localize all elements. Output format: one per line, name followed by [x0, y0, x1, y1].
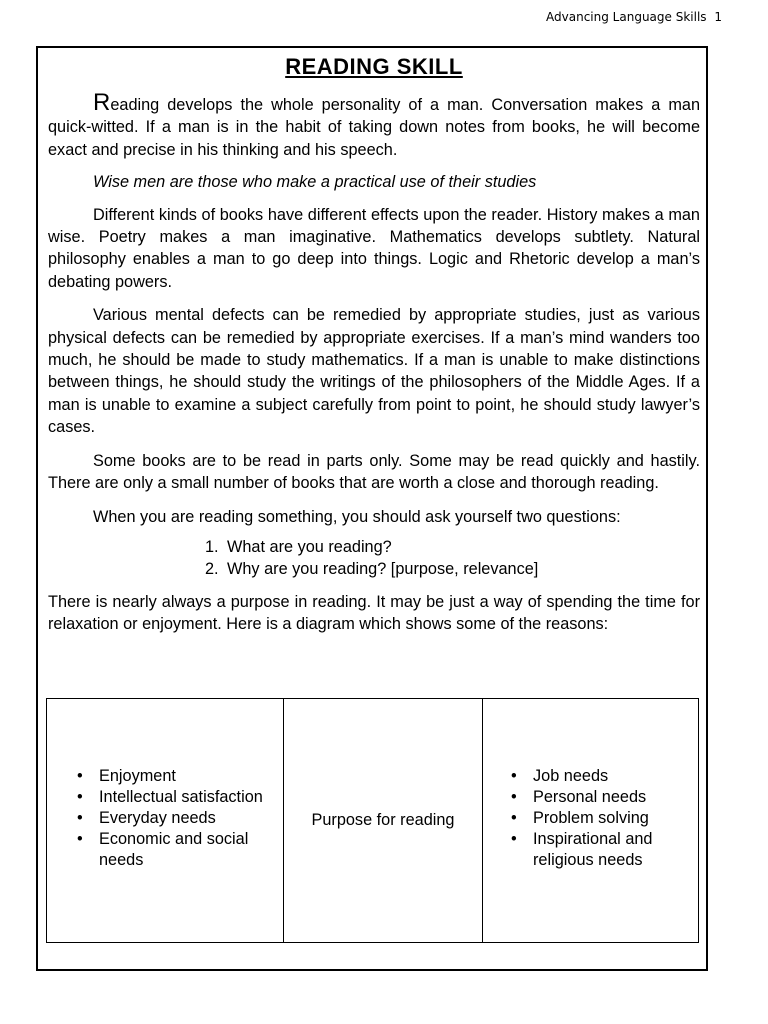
bullet-icon: •: [511, 809, 517, 827]
question-number: 2.: [205, 560, 219, 579]
right-reasons-list: [511, 766, 698, 871]
reason-text: Personal needs: [533, 788, 647, 806]
bullet-icon: •: [77, 809, 83, 827]
list-item: [511, 787, 698, 808]
page-title: READING SKILL: [285, 54, 463, 79]
list-item: [205, 536, 700, 558]
bullet-icon: •: [77, 767, 83, 785]
paragraph-questions-intro: When you are reading something, you should ask yourself two questions:: [93, 507, 621, 526]
list-item: [511, 766, 698, 787]
diagram-center-cell: [284, 699, 483, 942]
diagram-right-cell: [483, 699, 698, 942]
bullet-icon: •: [77, 788, 83, 806]
list-item: [77, 766, 283, 787]
reason-text: Job needs: [533, 767, 609, 785]
quote-line: Wise men are those who make a practical use of their studies: [93, 173, 537, 192]
intro-paragraph: [48, 89, 700, 161]
reason-text: Enjoyment: [99, 767, 176, 785]
paragraph-defects: Various mental defects can be remedied by appropriate studies, just as various physical defects can be remedied by appropriate exercises. If a man’s mind wanders too much, he should be made to study mathematics. If a man is unable to make distinctions between things, he should study the writings of the philosophers of the Middle Ages. If a man is unable to examine a subject carefully from point to point, he should study lawyer’s cases.: [48, 306, 700, 437]
reason-text: Inspirational and religious needs: [533, 830, 653, 869]
question-number: 1.: [205, 537, 219, 556]
reason-text: Economic and social needs: [99, 830, 249, 869]
question-text: What are you reading?: [227, 537, 392, 556]
list-item: [77, 787, 283, 808]
reason-text: Problem solving: [533, 809, 649, 827]
drop-cap: R: [93, 89, 111, 116]
list-item: [77, 829, 283, 871]
paragraph-books: Some books are to be read in parts only. Some may be read quickly and hastily. There are only a small number of books that are worth a close and thorough reading.: [48, 451, 700, 493]
purpose-diagram: [46, 698, 699, 943]
running-title: Advancing Language Skills: [546, 10, 707, 24]
list-item: [511, 808, 698, 829]
list-item: [511, 829, 698, 871]
bullet-icon: •: [511, 767, 517, 785]
paragraph-effects: Different kinds of books have different effects upon the reader. History makes a man wise. Poetry makes a man imaginative. Mathematics develops subtlety. Natural philosophy enables a man to go deep into things. Logic and Rhetoric develop a man’s debating powers.: [48, 205, 700, 291]
reason-text: Intellectual satisfaction: [99, 788, 263, 806]
paragraph-purpose: There is nearly always a purpose in reading. It may be just a way of spending the time for relaxation or enjoyment. Here is a diagram which shows some of the reasons:: [48, 592, 700, 634]
question-text: Why are you reading? [purpose, relevance]: [227, 560, 539, 579]
page-frame: [36, 46, 708, 971]
list-item: [77, 808, 283, 829]
left-reasons-list: [77, 766, 283, 871]
bullet-icon: •: [511, 830, 517, 848]
document-body: [48, 48, 700, 636]
diagram-left-cell: [47, 699, 284, 942]
bullet-icon: •: [77, 830, 83, 848]
page-number: 1: [714, 10, 722, 24]
diagram-center-label: Purpose for reading: [311, 811, 455, 829]
list-item: [205, 558, 700, 580]
intro-text: eading develops the whole personality of a man. Conversation makes a man quick-witted. If a man is in the habit of taking down notes from books, he will become exact and precise in his thinking and his speech.: [48, 96, 700, 159]
reason-text: Everyday needs: [99, 809, 216, 827]
running-header: [546, 10, 722, 24]
questions-list: [48, 536, 700, 581]
bullet-icon: •: [511, 788, 517, 806]
